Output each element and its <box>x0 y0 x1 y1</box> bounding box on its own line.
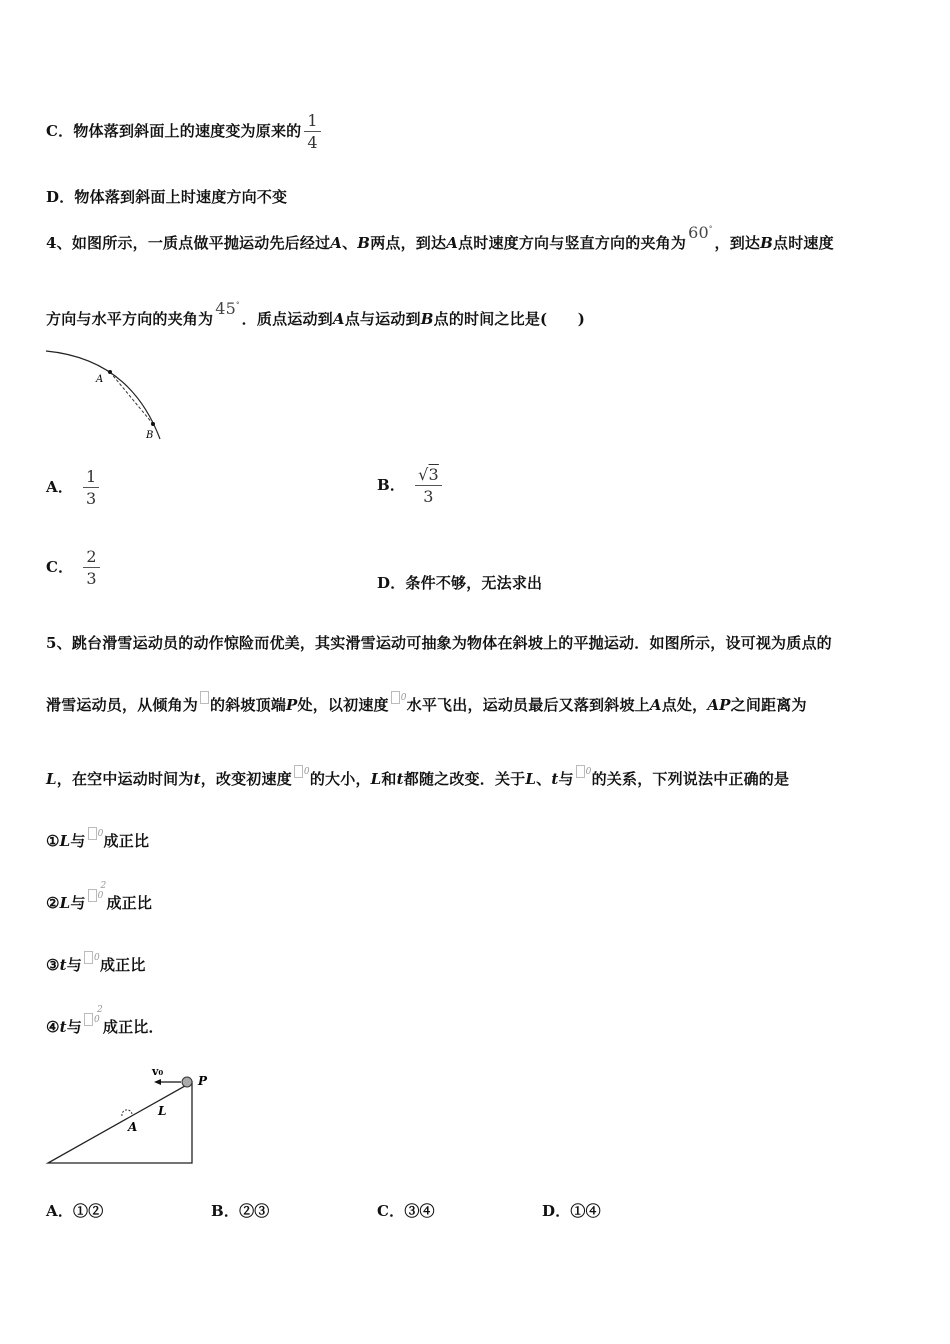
q5-stem-line2 <box>46 694 807 715</box>
velocity-arrow-head <box>154 1079 161 1085</box>
option-text: B．②③ <box>211 1202 270 1220</box>
text: 方向与水平方向的夹角为 <box>46 310 214 328</box>
text: 的斜坡顶端 <box>210 696 287 714</box>
text: 都随之改变．关于 <box>403 770 526 788</box>
subscript-0: 0 <box>97 829 104 839</box>
subscript-0: 0 <box>303 767 310 777</box>
q4-stem-line2 <box>46 299 586 329</box>
text: 之间距离为 <box>730 696 807 714</box>
q5-statement-2 <box>46 881 153 913</box>
label-l: L <box>158 1104 167 1118</box>
var-a: A <box>330 234 343 252</box>
statement-mark: ③ <box>46 956 60 974</box>
subscript-0: 0 <box>585 767 592 777</box>
q5-slope-figure <box>44 1060 224 1170</box>
text: 成正比 <box>106 894 153 912</box>
slope-triangle <box>48 1082 192 1163</box>
option-text: A．①② <box>46 1202 104 1220</box>
text: 点与运动到 <box>344 310 421 328</box>
angle-value: 45 <box>215 299 236 318</box>
option-label: D． <box>46 188 75 206</box>
v-placeholder-box <box>88 827 97 840</box>
v0-symbol <box>86 829 104 846</box>
q4-option-a <box>46 468 102 508</box>
var-t: t <box>59 956 67 974</box>
skier-landing-mark <box>122 1110 132 1116</box>
fraction-denominator: 4 <box>307 133 318 152</box>
option-text: C．③④ <box>377 1202 435 1220</box>
q4-stem-line1 <box>46 223 834 253</box>
text: 、 <box>536 770 552 788</box>
fraction <box>83 548 99 588</box>
fraction <box>83 468 99 508</box>
var-l: L <box>59 894 71 912</box>
text: 与 <box>66 1018 82 1036</box>
text: 、 <box>342 234 358 252</box>
statement-mark: ① <box>46 832 60 850</box>
q5-stem-line3 <box>46 768 789 789</box>
q5-statement-4 <box>46 1005 164 1037</box>
superscript-2: 2 <box>96 1005 103 1015</box>
text: 和 <box>381 770 397 788</box>
text: ，改变初速度 <box>200 770 292 788</box>
var-l: L <box>370 770 382 788</box>
var-b: B <box>760 234 774 252</box>
option-text: 物体落到斜面上的速度变为原来的 <box>73 122 302 140</box>
sqrt-sign: √ <box>418 465 429 484</box>
text: 点时速度 <box>773 234 834 252</box>
text: ．质点运动到 <box>241 310 333 328</box>
q5-option-d <box>542 1200 601 1221</box>
v0-symbol <box>82 953 100 970</box>
fraction-numerator <box>415 466 442 486</box>
text: 与 <box>66 956 82 974</box>
var-a: A <box>649 696 662 714</box>
v0-squared-symbol <box>82 1005 103 1032</box>
var-l: L <box>46 770 57 788</box>
text: 4、如图所示，一质点做平抛运动先后经过 <box>46 234 331 252</box>
var-l: L <box>59 832 71 850</box>
fraction-sqrt <box>415 466 442 506</box>
var-b: B <box>357 234 371 252</box>
superscript-2: 2 <box>100 881 107 891</box>
q3-option-c <box>46 112 324 152</box>
var-t: t <box>193 770 201 788</box>
v0-symbol <box>389 693 407 710</box>
option-label: D． <box>377 574 406 592</box>
subscript-0: 0 <box>94 953 100 963</box>
var-t: t <box>59 1018 67 1036</box>
text: 点处， <box>661 696 708 714</box>
option-label: A． <box>46 478 74 496</box>
option-text: D．①④ <box>542 1202 601 1220</box>
text: ，到达 <box>714 234 761 252</box>
var-a: A <box>446 234 459 252</box>
fraction-denominator: 3 <box>86 489 97 508</box>
option-label: B． <box>377 476 406 494</box>
trajectory-curve <box>46 351 160 439</box>
label-a: A <box>96 374 104 385</box>
label-v0: v₀ <box>152 1065 164 1078</box>
theta-placeholder-box <box>200 691 209 704</box>
text: 点的时间之比是( ) <box>433 310 586 328</box>
text: 与 <box>70 832 86 850</box>
text: 5、跳台滑雪运动员的动作惊险而优美，其实滑雪运动可抽象为物体在斜坡上的平抛运动．如图所示，设可视为质点的 <box>46 634 832 652</box>
v-placeholder-box <box>576 765 585 778</box>
var-t: t <box>551 770 559 788</box>
label-p: P <box>198 1074 208 1088</box>
q4-option-c <box>46 548 103 588</box>
text: ，在空中运动时间为 <box>56 770 194 788</box>
v0-symbol <box>574 767 592 784</box>
degree-mark: ° <box>235 301 240 309</box>
v0-symbol <box>292 767 310 784</box>
option-text: 物体落到斜面上时速度方向不变 <box>74 188 288 206</box>
radicand: 3 <box>428 465 439 484</box>
q4-option-d <box>377 572 542 593</box>
text: 与 <box>558 770 574 788</box>
q5-statement-3 <box>46 954 146 975</box>
q5-option-c <box>377 1200 435 1221</box>
subscript-0: 0 <box>94 1015 100 1025</box>
text: 与 <box>70 894 86 912</box>
q4-trajectory-figure <box>40 345 170 445</box>
label-a: A <box>128 1120 138 1134</box>
text: 成正比 <box>103 832 150 850</box>
option-text: 条件不够，无法求出 <box>405 574 543 592</box>
q5-statement-1 <box>46 830 149 851</box>
label-b: B <box>146 430 154 441</box>
angle-60 <box>688 223 712 242</box>
chord-dashed-line <box>110 372 153 424</box>
point-b <box>151 422 155 426</box>
fraction-numerator: 1 <box>83 468 99 488</box>
text: 处，以初速度 <box>297 696 389 714</box>
text: 的大小， <box>309 770 371 788</box>
q5-option-a <box>46 1200 103 1221</box>
subscript-0: 0 <box>400 693 407 703</box>
option-label: C． <box>46 122 74 140</box>
statement-mark: ② <box>46 894 60 912</box>
degree-mark: ° <box>708 225 713 233</box>
v-placeholder-box <box>391 691 400 704</box>
v-placeholder-box <box>294 765 303 778</box>
text: 成正比． <box>102 1018 164 1036</box>
text: 水平飞出，运动员最后又落到斜坡上 <box>406 696 650 714</box>
var-l: L <box>525 770 537 788</box>
statement-mark: ④ <box>46 1018 60 1036</box>
subscript-0: 0 <box>97 891 104 901</box>
var-t: t <box>396 770 404 788</box>
text: 两点，到达 <box>370 234 447 252</box>
var-ap: AP <box>707 696 731 714</box>
text: 滑雪运动员，从倾角为 <box>46 696 199 714</box>
var-a: A <box>332 310 345 328</box>
v0-squared-symbol <box>86 881 107 908</box>
v-placeholder-box <box>88 889 97 902</box>
v-placeholder-box <box>84 1013 93 1026</box>
skier-ball <box>182 1077 192 1087</box>
q5-stem-line1 <box>46 632 832 653</box>
point-a <box>108 370 112 374</box>
text: 点时速度方向与竖直方向的夹角为 <box>458 234 687 252</box>
q3-option-d <box>46 186 287 207</box>
fraction-numerator: 1 <box>304 112 320 132</box>
fraction <box>304 112 320 152</box>
v-placeholder-box <box>84 951 93 964</box>
fraction-denominator: 3 <box>423 487 434 506</box>
angle-value: 60 <box>688 223 709 242</box>
fraction-numerator: 2 <box>83 548 99 568</box>
text: 的关系，下列说法中正确的是 <box>591 770 790 788</box>
text: 成正比 <box>99 956 146 974</box>
q5-option-b <box>211 1200 269 1221</box>
var-b: B <box>420 310 434 328</box>
option-label: C． <box>46 558 74 576</box>
angle-45 <box>215 299 239 318</box>
var-p: P <box>286 696 298 714</box>
fraction-denominator: 3 <box>86 569 97 588</box>
q4-option-b <box>377 466 445 506</box>
